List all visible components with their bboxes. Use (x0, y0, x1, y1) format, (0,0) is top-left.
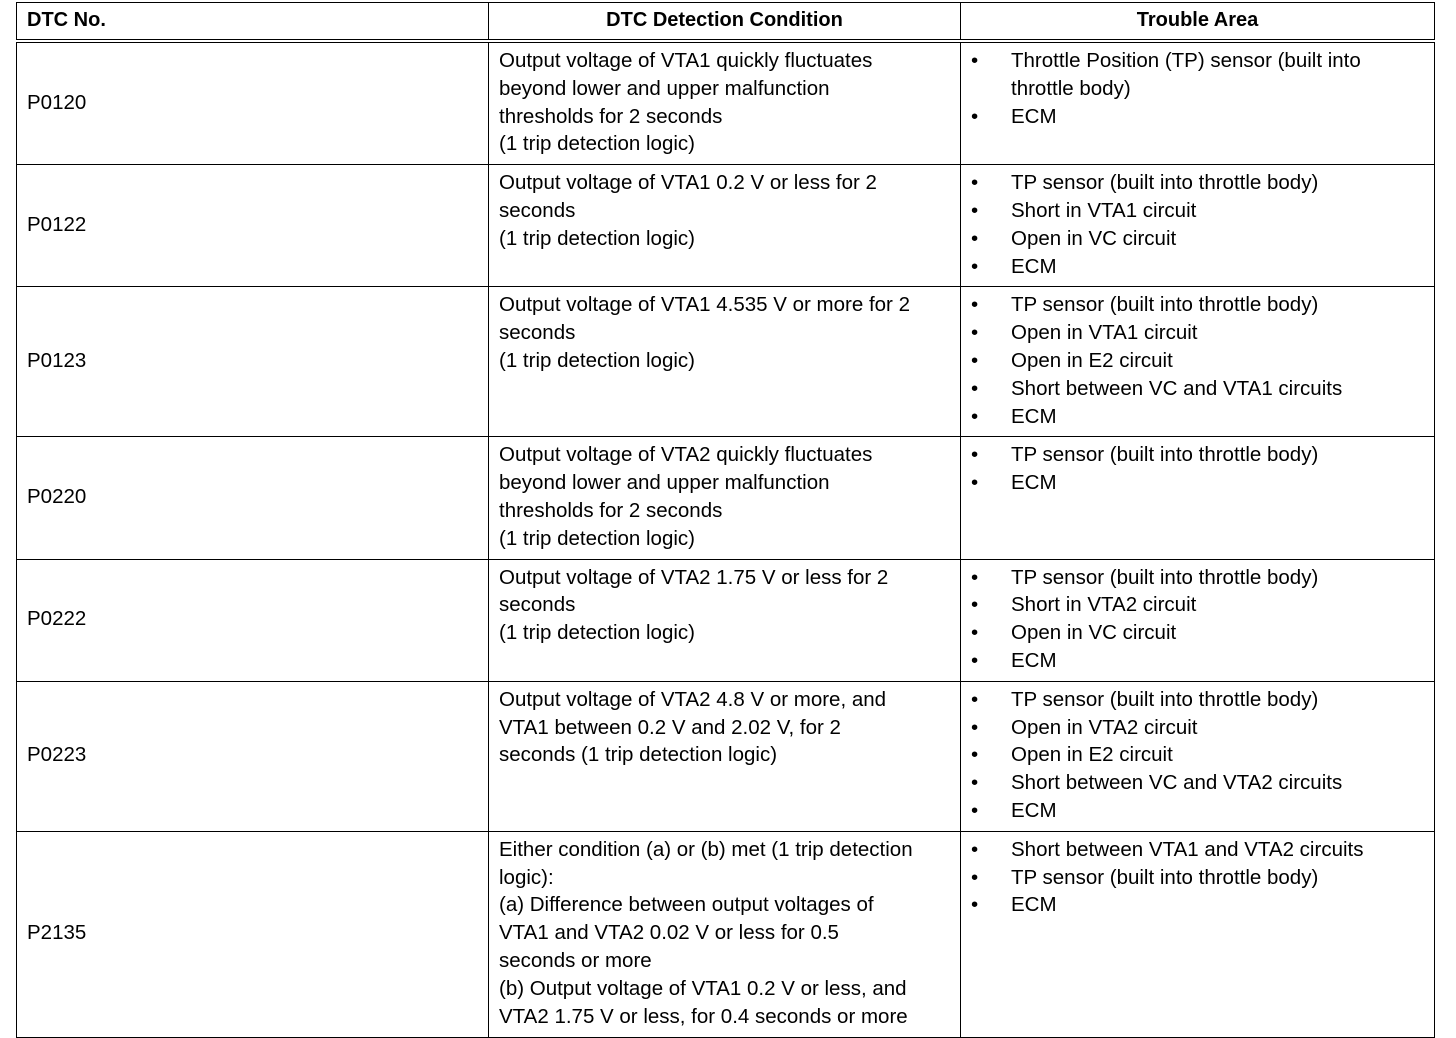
bullet-icon: • (971, 837, 979, 861)
detection-condition (489, 165, 961, 287)
bullet-icon: • (971, 893, 979, 917)
trouble-area (961, 287, 1435, 437)
trouble-area-text: Short between VC and VTA2 circuits (1011, 771, 1343, 795)
detection-condition (489, 831, 961, 1037)
trouble-area-item (971, 619, 1424, 647)
condition-line: thresholds for 2 seconds (499, 498, 723, 522)
trouble-area-text: Short in VTA1 circuit (1011, 198, 1197, 222)
trouble-area-text: TP sensor (built into throttle body) (1011, 865, 1319, 889)
bullet-icon: • (971, 593, 979, 617)
bullet-icon: • (971, 254, 979, 278)
dtc-code: P0222 (17, 559, 489, 681)
condition-line: (1 trip detection logic) (499, 621, 695, 645)
condition-line: seconds (499, 198, 576, 222)
bullet-icon: • (971, 348, 979, 372)
trouble-area-item (971, 714, 1424, 742)
dtc-table (16, 2, 1435, 1038)
condition-line: Output voltage of VTA2 quickly fluctuates (499, 443, 873, 467)
bullet-icon: • (971, 771, 979, 795)
condition-line: logic): (499, 865, 554, 889)
trouble-area-text: Open in E2 circuit (1011, 743, 1173, 767)
detection-condition (489, 41, 961, 165)
bullet-icon: • (971, 865, 979, 889)
trouble-area-item (971, 864, 1424, 892)
header-detection-condition: DTC Detection Condition (489, 3, 961, 42)
condition-line: Output voltage of VTA1 0.2 V or less for 2 (499, 171, 877, 195)
trouble-area-text: TP sensor (built into throttle body) (1011, 443, 1319, 467)
trouble-area-item (971, 741, 1424, 769)
trouble-area-item (971, 347, 1424, 375)
trouble-area-text: TP sensor (built into throttle body) (1011, 565, 1319, 589)
trouble-area-text: Open in VC circuit (1011, 226, 1177, 250)
trouble-area-text: TP sensor (built into throttle body) (1011, 171, 1319, 195)
header-dtc-no: DTC No. (17, 3, 489, 42)
condition-line: (1 trip detection logic) (499, 526, 695, 550)
bullet-icon: • (971, 471, 979, 495)
trouble-area-item (971, 291, 1424, 319)
bullet-icon: • (971, 621, 979, 645)
condition-line: Output voltage of VTA1 4.535 V or more for 2 (499, 293, 910, 317)
trouble-area-text: ECM (1011, 254, 1057, 278)
bullet-icon: • (971, 198, 979, 222)
bullet-icon: • (971, 321, 979, 345)
dtc-code: P0123 (17, 287, 489, 437)
trouble-area (961, 437, 1435, 559)
condition-line: (b) Output voltage of VTA1 0.2 V or less, and (499, 976, 907, 1000)
bullet-icon: • (971, 743, 979, 767)
trouble-area-item (971, 103, 1424, 131)
trouble-area-item (971, 891, 1424, 919)
trouble-area-text: ECM (1011, 471, 1057, 495)
trouble-area-text: Short between VC and VTA1 circuits (1011, 376, 1343, 400)
bullet-icon: • (971, 798, 979, 822)
trouble-area-text: ECM (1011, 893, 1057, 917)
bullet-icon: • (971, 443, 979, 467)
trouble-area-text: TP sensor (built into throttle body) (1011, 687, 1319, 711)
trouble-area (961, 165, 1435, 287)
trouble-area-text: Open in VTA1 circuit (1011, 321, 1198, 345)
header-trouble-area: Trouble Area (961, 3, 1435, 42)
trouble-area-text: Open in VC circuit (1011, 621, 1177, 645)
condition-line: beyond lower and upper malfunction (499, 471, 830, 495)
trouble-area-list (971, 564, 1424, 675)
table-row (17, 437, 1435, 559)
condition-line: Output voltage of VTA1 quickly fluctuates (499, 49, 873, 72)
condition-line: seconds or more (499, 948, 652, 972)
trouble-area-list (971, 291, 1424, 430)
table-row (17, 165, 1435, 287)
trouble-area-item (971, 47, 1424, 103)
trouble-area-text: ECM (1011, 404, 1057, 428)
detection-condition (489, 559, 961, 681)
trouble-area-text: Short in VTA2 circuit (1011, 593, 1197, 617)
trouble-area-text: Throttle Position (TP) sensor (built into (1011, 49, 1361, 72)
trouble-area-text: Short between VTA1 and VTA2 circuits (1011, 837, 1364, 861)
trouble-area-item (971, 441, 1424, 469)
dtc-code: P0122 (17, 165, 489, 287)
trouble-area (961, 41, 1435, 165)
condition-line: seconds (499, 593, 576, 617)
bullet-icon: • (971, 565, 979, 589)
condition-line: (1 trip detection logic) (499, 132, 695, 156)
trouble-area-item (971, 769, 1424, 797)
trouble-area-item (971, 403, 1424, 431)
dtc-code: P0120 (17, 41, 489, 165)
detection-condition (489, 681, 961, 831)
trouble-area-list (971, 441, 1424, 497)
condition-line: Either condition (a) or (b) met (1 trip detection (499, 837, 913, 861)
bullet-icon: • (971, 104, 979, 128)
trouble-area-item (971, 797, 1424, 825)
trouble-area-text: Open in VTA2 circuit (1011, 715, 1198, 739)
trouble-area-list (971, 836, 1424, 919)
bullet-icon: • (971, 404, 979, 428)
trouble-area (961, 559, 1435, 681)
dtc-code: P0223 (17, 681, 489, 831)
trouble-area-text: ECM (1011, 798, 1057, 822)
bullet-icon: • (971, 687, 979, 711)
trouble-area-item (971, 225, 1424, 253)
condition-line: VTA1 between 0.2 V and 2.02 V, for 2 (499, 715, 841, 739)
trouble-area-text: ECM (1011, 104, 1057, 128)
condition-line: seconds (499, 321, 576, 345)
trouble-area (961, 681, 1435, 831)
dtc-code: P0220 (17, 437, 489, 559)
bullet-icon: • (971, 715, 979, 739)
trouble-area-text: throttle body) (1011, 76, 1131, 100)
dtc-code: P2135 (17, 831, 489, 1037)
condition-line: seconds (1 trip detection logic) (499, 743, 778, 767)
table-row (17, 681, 1435, 831)
condition-line: (a) Difference between output voltages of (499, 893, 874, 917)
trouble-area-item (971, 375, 1424, 403)
trouble-area-list (971, 686, 1424, 825)
trouble-area-item (971, 564, 1424, 592)
trouble-area-text: Open in E2 circuit (1011, 348, 1173, 372)
trouble-area-item (971, 836, 1424, 864)
trouble-area-list (971, 47, 1424, 130)
trouble-area-list (971, 169, 1424, 280)
condition-line: thresholds for 2 seconds (499, 104, 723, 128)
trouble-area-item (971, 253, 1424, 281)
bullet-icon: • (971, 376, 979, 400)
detection-condition (489, 437, 961, 559)
trouble-area-item (971, 469, 1424, 497)
condition-line: Output voltage of VTA2 4.8 V or more, and (499, 687, 887, 711)
bullet-icon: • (971, 171, 979, 195)
bullet-icon: • (971, 648, 979, 672)
trouble-area-item (971, 591, 1424, 619)
trouble-area-item (971, 169, 1424, 197)
detection-condition (489, 287, 961, 437)
trouble-area-item (971, 319, 1424, 347)
bullet-icon: • (971, 293, 979, 317)
trouble-area-text: TP sensor (built into throttle body) (1011, 293, 1319, 317)
condition-line: beyond lower and upper malfunction (499, 76, 830, 100)
trouble-area-item (971, 647, 1424, 675)
trouble-area (961, 831, 1435, 1037)
trouble-area-item (971, 197, 1424, 225)
trouble-area-item (971, 686, 1424, 714)
condition-line: (1 trip detection logic) (499, 348, 695, 372)
table-row (17, 831, 1435, 1037)
header-row (17, 3, 1435, 42)
bullet-icon: • (971, 49, 979, 72)
table-body (17, 41, 1435, 1037)
condition-line: VTA1 and VTA2 0.02 V or less for 0.5 (499, 921, 839, 945)
table-row (17, 287, 1435, 437)
trouble-area-text: ECM (1011, 648, 1057, 672)
condition-line: Output voltage of VTA2 1.75 V or less for 2 (499, 565, 889, 589)
table-row (17, 41, 1435, 165)
condition-line: (1 trip detection logic) (499, 226, 695, 250)
condition-line: VTA2 1.75 V or less, for 0.4 seconds or more (499, 1004, 908, 1028)
table-row (17, 559, 1435, 681)
table-header (17, 3, 1435, 42)
bullet-icon: • (971, 226, 979, 250)
